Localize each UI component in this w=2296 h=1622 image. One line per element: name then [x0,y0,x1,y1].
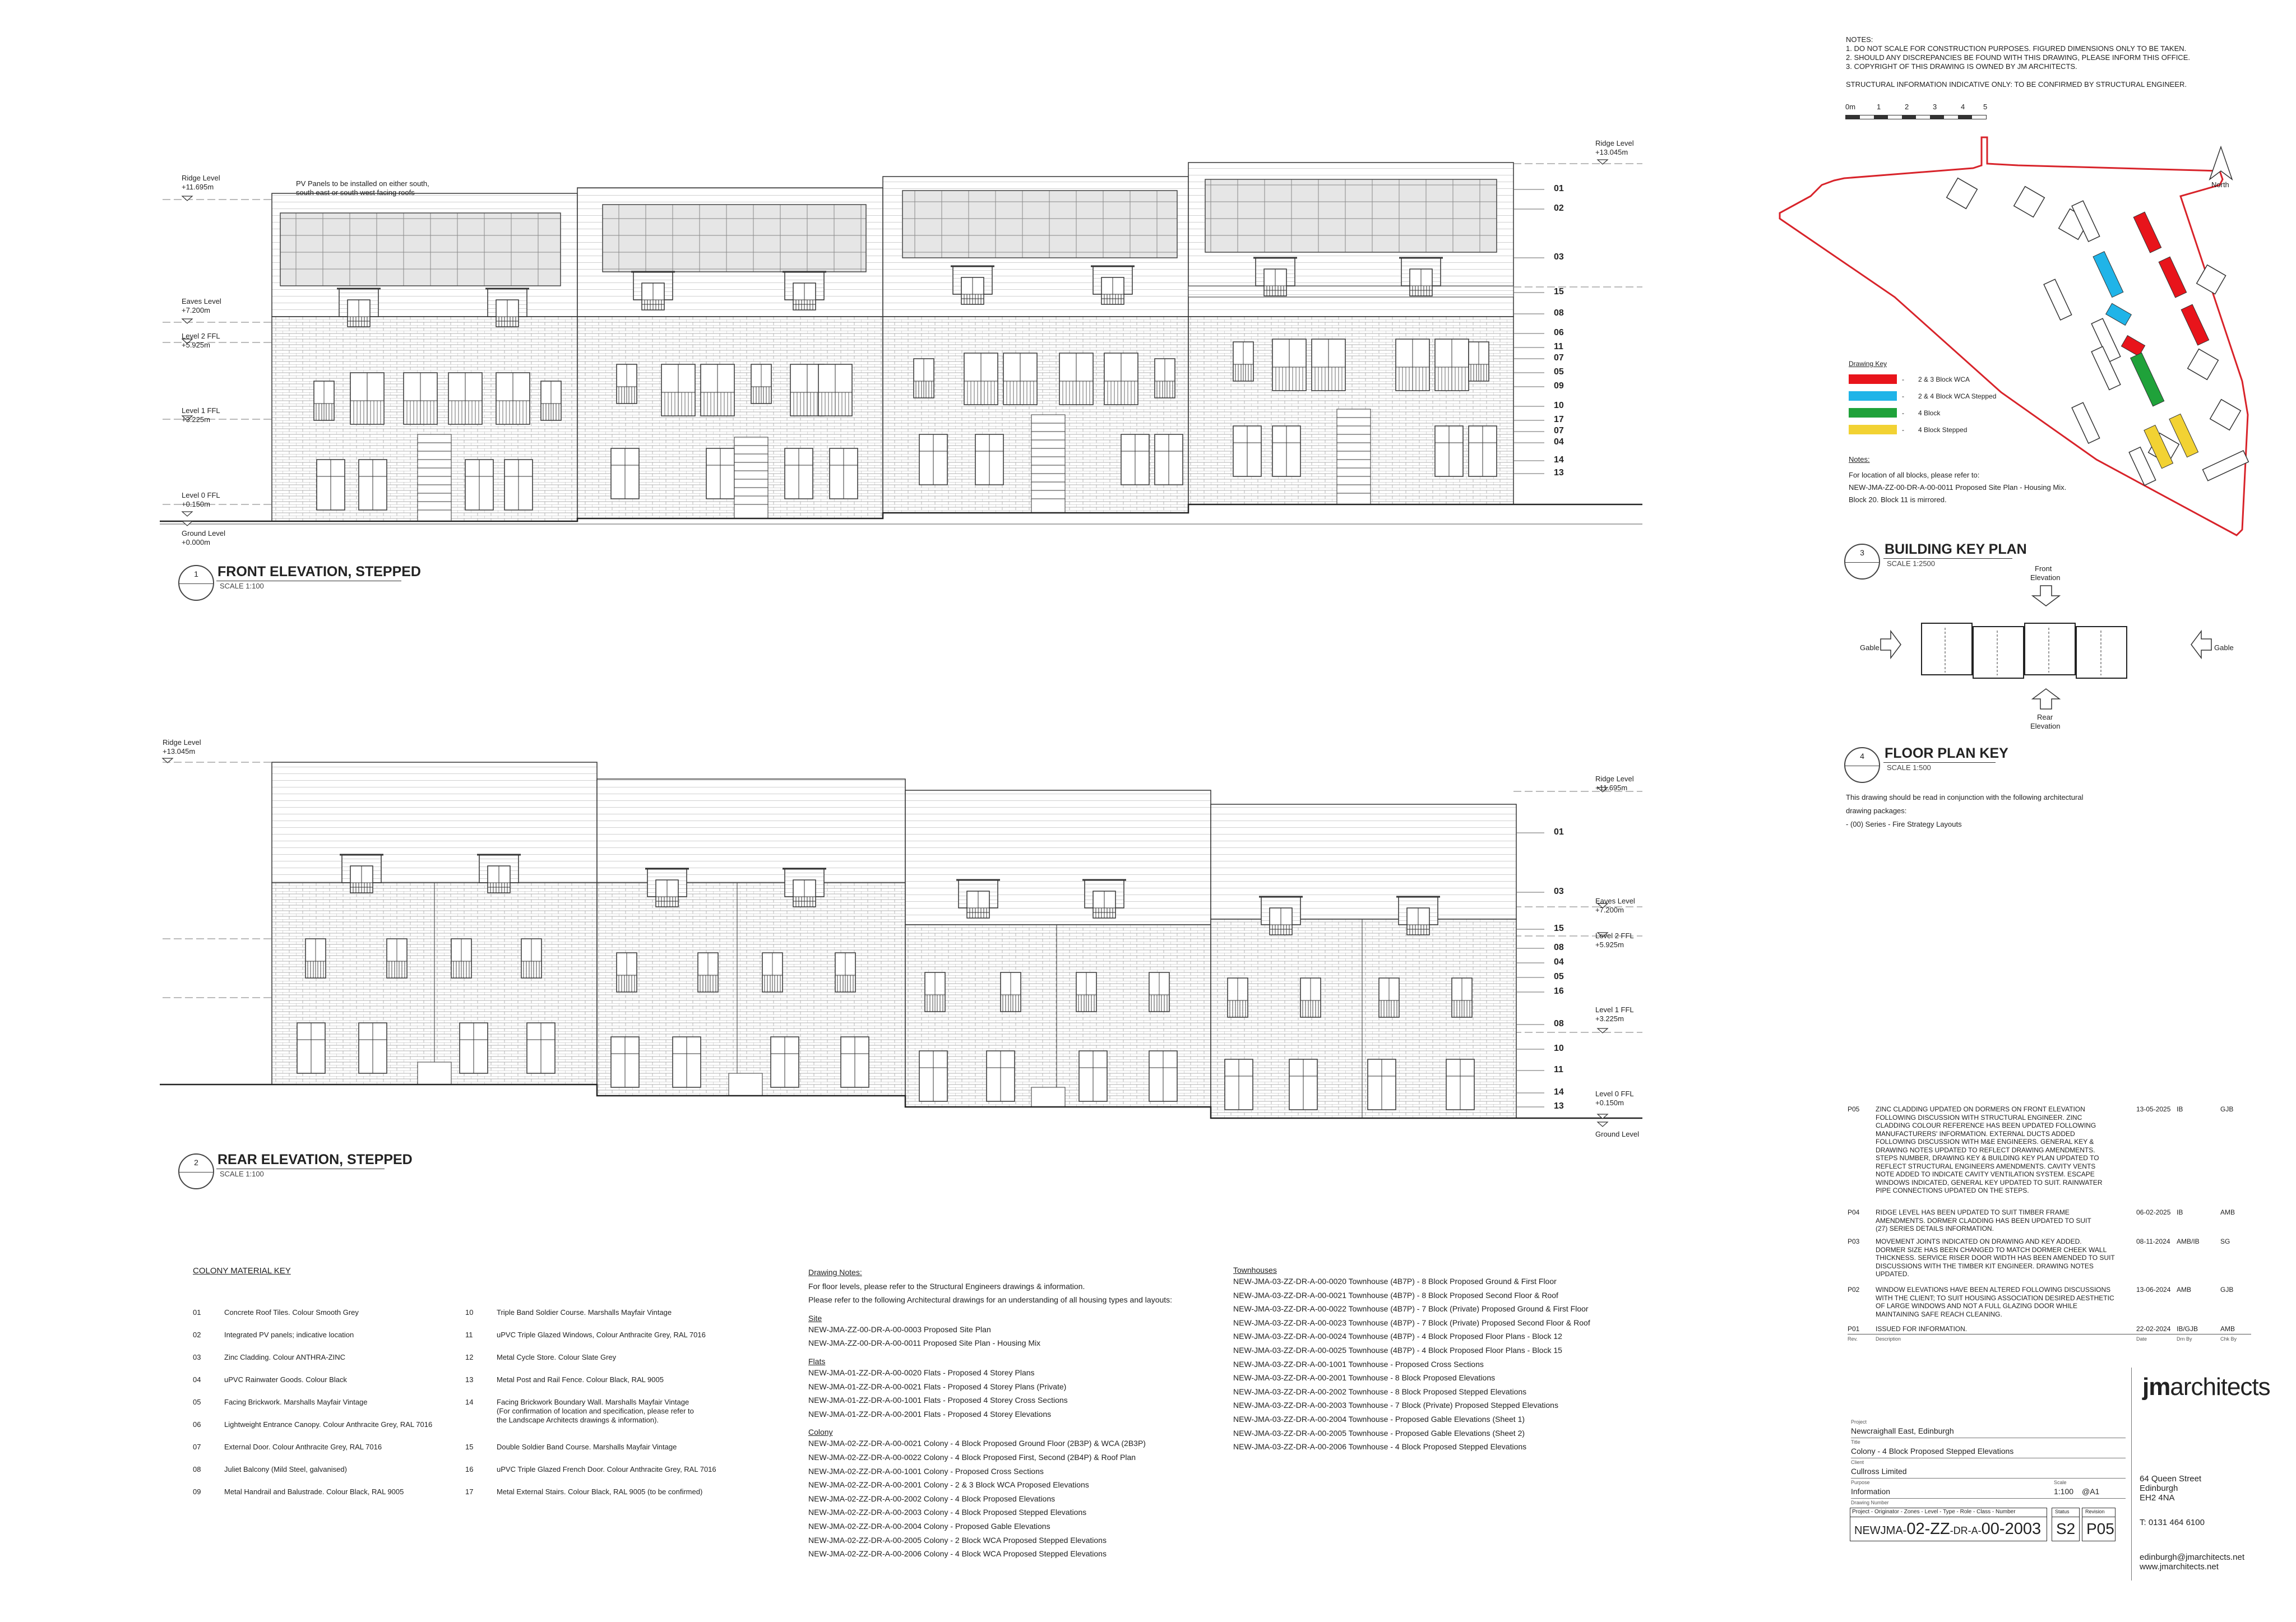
conjunction-line: drawing packages: [1846,807,1907,815]
material-tag: 03 [1554,887,1564,896]
drawing-key-title: Drawing Key [1849,360,1887,368]
material-no: 07 [193,1443,201,1451]
townhouses-title: Townhouses [1233,1266,1277,1275]
material-tag: 01 [1554,184,1564,193]
address-line: EH2 4NA [2140,1493,2175,1503]
level-name: Level 1 FFL [1595,1005,1634,1014]
material-tag: 15 [1554,287,1564,296]
material-tag: 01 [1554,827,1564,837]
drawing-ref: NEW-JMA-02-ZZ-DR-A-00-2001 Colony - 2 & 3 Block WCA Proposed Elevations [808,1480,1089,1490]
level-value: +13.045m [163,747,196,756]
group-title: Site [808,1313,822,1323]
front-label: Front [2035,564,2052,573]
material-no: 09 [193,1487,201,1496]
material-tag: 04 [1554,957,1564,967]
drawing-ref: NEW-JMA-02-ZZ-DR-A-00-1001 Colony - Proposed Cross Sections [808,1466,1044,1476]
drawing-title: Colony - 4 Block Proposed Stepped Elevations [1851,1447,2014,1456]
address-line: Edinburgh [2140,1484,2178,1493]
drawing-scale: 1:100 [2054,1487,2074,1496]
material-no: 13 [465,1375,474,1384]
view-number-4: 4 [1844,747,1880,783]
drawing-ref: NEW-JMA-02-ZZ-DR-A-00-2002 Colony - 4 Block Proposed Elevations [808,1494,1056,1503]
note-line: Block 20. Block 11 is mirrored. [1849,495,1947,504]
material-tag: 17 [1554,415,1564,424]
rear-block-4 [1211,804,1516,1118]
scale-label: 1 [1877,103,1881,111]
material-tag: 05 [1554,367,1564,377]
material-tag: 10 [1554,1044,1564,1053]
material-no: 12 [465,1353,474,1361]
key-label: 4 Block [1918,409,1941,417]
sheet-size: @A1 [2082,1487,2100,1496]
front-block-1 [272,193,577,521]
key-label: 2 & 4 Block WCA Stepped [1918,392,1997,400]
front-elevation-title: FRONT ELEVATION, STEPPED [217,564,421,580]
material-tag: 05 [1554,972,1564,981]
status-code: S2 [2056,1520,2076,1537]
material-tag: 04 [1554,437,1564,447]
material-desc: Lightweight Entrance Canopy. Colour Anthracite Grey, RAL 7016 [224,1420,433,1429]
material-tag: 15 [1554,924,1564,933]
material-no: 06 [193,1420,201,1429]
material-tag: 14 [1554,1087,1564,1097]
material-no: 04 [193,1375,201,1384]
floor-plan-key-title: FLOOR PLAN KEY [1885,745,2008,761]
email-link[interactable]: edinburgh@jmarchitects.net [2140,1553,2244,1562]
level-name: Ground Level [182,529,226,537]
material-desc: uPVC Triple Glazed Windows, Colour Anthracite Grey, RAL 7016 [497,1331,706,1339]
project-name: Newcraighall East, Edinburgh [1851,1426,1954,1435]
note-line: NEW-JMA-ZZ-00-DR-A-00-0011 Proposed Site Plan - Housing Mix. [1849,483,2067,492]
key-swatch [1849,391,1897,401]
scale-label: 5 [1983,103,1988,111]
material-tag: 07 [1554,426,1564,435]
note-line: For location of all blocks, please refer to: [1849,471,1980,479]
material-no: 01 [193,1308,201,1317]
address-line: 64 Queen Street [2140,1474,2202,1484]
material-no: 17 [465,1487,474,1496]
drawing-ref: NEW-JMA-03-ZZ-DR-A-00-0022 Townhouse (4B7P) - 7 Block (Private) Proposed Ground & First Floor [1233,1304,1589,1314]
level-name: Ridge Level [1595,775,1634,783]
pv-note-line: south east or south west facing roofs [296,188,415,197]
scale-label: 2 [1905,103,1909,111]
level-value: +7.200m [1595,906,1624,914]
material-no: 10 [465,1308,474,1317]
rear-elevation-title: REAR ELEVATION, STEPPED [217,1152,413,1167]
material-tag: 16 [1554,986,1564,996]
note-item: 1. DO NOT SCALE FOR CONSTRUCTION PURPOSES. FIGURED DIMENSIONS ONLY TO BE TAKEN. [1846,44,2187,53]
drawing-ref: NEW-JMA-02-ZZ-DR-A-00-0022 Colony - 4 Block Proposed First, Second (2B4P) & Roof Plan [808,1452,1136,1462]
level-value: +0.150m [182,500,210,508]
drawing-ref: NEW-JMA-03-ZZ-DR-A-00-0021 Townhouse (4B7P) - 8 Block Proposed Second Floor & Roof [1233,1290,1558,1300]
material-tag: 11 [1554,342,1563,351]
front-elevation-scale: SCALE 1:100 [220,582,264,590]
scale-bar [1845,103,1991,125]
material-no: 05 [193,1398,201,1406]
material-desc: (For confirmation of location and specification, please refer to [497,1407,694,1415]
drawing-notes-intro: Please refer to the following Architectural drawings for an understanding of all housing types and layouts: [808,1295,1173,1305]
level-value: +13.045m [1595,148,1628,156]
drawing-ref: NEW-JMA-01-ZZ-DR-A-00-2001 Flats - Proposed 4 Storey Elevations [808,1409,1052,1419]
material-tag: 08 [1554,943,1564,952]
conjunction-line: - (00) Series - Fire Strategy Layouts [1846,820,1962,828]
drawing-ref: NEW-JMA-03-ZZ-DR-A-00-0020 Townhouse (4B7P) - 8 Block Proposed Ground & First Floor [1233,1277,1557,1286]
north-label: North [2211,180,2229,189]
drawing-ref: NEW-JMA-02-ZZ-DR-A-00-2006 Colony - 4 Block WCA Proposed Stepped Elevations [808,1549,1107,1559]
rear-label: Rear [2037,713,2053,721]
drawing-ref: NEW-JMA-01-ZZ-DR-A-00-0021 Flats - Proposed 4 Storey Plans (Private) [808,1382,1067,1391]
level-name: Level 2 FFL [182,332,220,340]
level-value: +0.000m [182,538,210,546]
drawing-ref: NEW-JMA-03-ZZ-DR-A-00-2003 Townhouse - 7 Block (Private) Proposed Stepped Elevations [1233,1401,1558,1410]
level-name: Level 0 FFL [1595,1090,1634,1098]
material-tag: 10 [1554,401,1564,410]
material-desc: uPVC Triple Glazed French Door. Colour Anthracite Grey, RAL 7016 [497,1465,716,1473]
drawing-notes-intro: For floor levels, please refer to the Structural Engineers drawings & information. [808,1281,1085,1291]
floor-plan-key-diagram [1850,583,2231,712]
level-name: Eaves Level [1595,897,1635,905]
level-name: Ridge Level [163,738,201,747]
view-number-1: 1 [178,565,214,601]
material-desc: External Door. Colour Anthracite Grey, RAL 7016 [224,1443,382,1451]
front-label: Elevation [2030,573,2061,582]
web-link[interactable]: www.jmarchitects.net [2140,1562,2219,1572]
drawing-ref: NEW-JMA-ZZ-00-DR-A-00-0003 Proposed Site Plan [808,1324,991,1334]
material-desc: Integrated PV panels; indicative location [224,1331,354,1339]
material-desc: Facing Brickwork Boundary Wall. Marshalls Mayfair Vintage [497,1398,689,1406]
material-desc: Metal Post and Rail Fence. Colour Black, RAL 9005 [497,1375,664,1384]
material-tag: 11 [1554,1065,1563,1074]
drawing-ref: NEW-JMA-03-ZZ-DR-A-00-0023 Townhouse (4B7P) - 7 Block (Private) Proposed Second Floor & Roof [1233,1318,1590,1327]
material-tag: 06 [1554,328,1564,337]
material-no: 03 [193,1353,201,1361]
level-value: +11.695m [182,183,214,191]
material-no: 08 [193,1465,201,1473]
building-key-plan-title: BUILDING KEY PLAN [1885,541,2027,557]
material-desc: Triple Band Soldier Course. Marshalls Mayfair Vintage [497,1308,672,1317]
purpose: Information [1851,1487,1891,1496]
material-desc: Metal External Stairs. Colour Black, RAL 9005 (to be confirmed) [497,1487,703,1496]
pv-note-line: PV Panels to be installed on either south, [296,179,429,188]
material-no: 11 [465,1331,473,1339]
rear-elevation-scale: SCALE 1:100 [220,1170,264,1178]
rear-elevation-drawing [0,729,1682,1155]
level-value: +0.150m [1595,1099,1624,1107]
rear-block-3 [905,790,1211,1107]
revision-code: P05 [2086,1520,2114,1537]
level-name: Ridge Level [182,174,220,182]
material-no: 16 [465,1465,474,1473]
material-tag: 13 [1554,468,1564,478]
view-number-2: 2 [178,1153,214,1189]
drawing-ref: NEW-JMA-03-ZZ-DR-A-00-0025 Townhouse (4B7P) - 4 Block Proposed Floor Plans - Block 15 [1233,1345,1562,1355]
group-title: Flats [808,1356,826,1366]
key-swatch [1849,408,1897,418]
drawing-number: NEWJMA-02-ZZ-DR-A-00-2003 [1854,1520,2042,1538]
townhouse-refs [1233,1266,1590,1454]
key-swatch [1849,425,1897,434]
drawing-ref: NEW-JMA-02-ZZ-DR-A-00-2005 Colony - 2 Block WCA Proposed Stepped Elevations [808,1535,1107,1545]
material-tag: 03 [1554,252,1564,262]
material-tag: 13 [1554,1101,1564,1111]
material-tag: 07 [1554,353,1564,363]
floor-plan-key-scale: SCALE 1:500 [1887,763,1931,772]
drawing-ref: NEW-JMA-03-ZZ-DR-A-00-2001 Townhouse - 8 Block Proposed Elevations [1233,1373,1496,1383]
note-item: 2. SHOULD ANY DISCREPANCIES BE FOUND WITH THIS DRAWING, PLEASE INFORM THIS OFFICE. [1846,53,2190,62]
site-key-plan [1771,129,2293,544]
material-no: 14 [465,1398,474,1406]
level-name: Level 2 FFL [1595,932,1634,940]
key-swatch [1849,374,1897,384]
building-key-plan-scale: SCALE 1:2500 [1887,559,1936,568]
drawing-ref: NEW-JMA-02-ZZ-DR-A-00-2004 Colony - Proposed Gable Elevations [808,1521,1050,1531]
key-label: 4 Block Stepped [1918,426,1968,434]
drawing-ref: NEW-JMA-03-ZZ-DR-A-00-2004 Townhouse - Proposed Gable Elevations (Sheet 1) [1233,1414,1525,1424]
drawing-ref: NEW-JMA-03-ZZ-DR-A-00-2006 Townhouse - 4 Block Proposed Stepped Elevations [1233,1442,1527,1452]
rear-block-2 [597,779,905,1096]
level-value: +7.200m [182,306,210,314]
note-item: 3. COPYRIGHT OF THIS DRAWING IS OWNED BY JM ARCHITECTS. [1846,62,2077,71]
level-value: +3.225m [182,415,210,424]
material-desc: Facing Brickwork. Marshalls Mayfair Vintage [224,1398,368,1406]
level-name: Ridge Level [1595,139,1634,147]
gable-label: Gable [1860,643,1880,652]
level-value: +5.925m [1595,940,1624,949]
drawing-ref: NEW-JMA-02-ZZ-DR-A-00-0021 Colony - 4 Block Proposed Ground Floor (2B3P) & WCA (2B3P) [808,1439,1146,1448]
notes-header: NOTES: [1846,35,1873,44]
key-label: 2 & 3 Block WCA [1918,376,1970,383]
material-desc: Juliet Balcony (Mild Steel, galvanised) [224,1465,347,1473]
structural-note: STRUCTURAL INFORMATION INDICATIVE ONLY: TO BE CONFIRMED BY STRUCTURAL ENGINEER. [1846,80,2187,89]
material-desc: Zinc Cladding. Colour ANTHRA-ZINC [224,1353,346,1361]
title-block: jmarchitects Project Newcraighall East, Edinburgh Title Colony - 4 Block Proposed Stepped Elevations Client Cullross Limited Purpose Information Scale 1:100 @A1 Drawing Number Project - Originator - Zones - Level - Type - Role - Class - Number NEWJMA-02-ZZ-DR-A-00-2003 Status S2 Revision P05 64 Queen Street Edinburgh EH2 4NA T: 0131 464 6100 edinburgh@jmarchitects.net www.jmarchitects.net [1845,1368,2288,1581]
material-desc: Metal Cycle Store. Colour Slate Grey [497,1353,617,1361]
phone: T: 0131 464 6100 [2140,1518,2205,1527]
material-key-title: COLONY MATERIAL KEY [193,1266,291,1276]
drawing-notes-title: Drawing Notes: [808,1268,862,1277]
front-block-2 [577,188,883,518]
material-desc: Metal Handrail and Balustrade. Colour Black, RAL 9005 [224,1487,404,1496]
drawing-ref: NEW-JMA-03-ZZ-DR-A-00-1001 Townhouse - Proposed Cross Sections [1233,1359,1484,1369]
level-name: Level 0 FFL [182,491,220,499]
material-tag: 08 [1554,1019,1564,1028]
drawing-ref: NEW-JMA-03-ZZ-DR-A-00-2005 Townhouse - Proposed Gable Elevations (Sheet 2) [1233,1428,1525,1438]
drawing-ref: NEW-JMA-01-ZZ-DR-A-00-1001 Flats - Proposed 4 Storey Cross Sections [808,1396,1068,1405]
drawing-notes [808,1266,1172,1561]
notes-title: Notes: [1849,455,1870,464]
level-value: +11.695m [1595,784,1628,792]
material-desc: Concrete Roof Tiles. Colour Smooth Grey [224,1308,359,1317]
gable-label: Gable [2214,643,2234,652]
material-desc: uPVC Rainwater Goods. Colour Black [224,1375,347,1384]
drawing-ref: NEW-JMA-ZZ-00-DR-A-00-0011 Proposed Site Plan - Housing Mix [808,1338,1041,1348]
client-name: Cullross Limited [1851,1467,1907,1476]
drawing-ref: NEW-JMA-03-ZZ-DR-A-00-2002 Townhouse - 8 Block Proposed Stepped Elevations [1233,1387,1527,1396]
group-title: Colony [808,1428,833,1437]
material-desc: the Landscape Architects drawings & information). [497,1416,659,1424]
scale-label: 3 [1933,103,1937,111]
scale-label: 0m [1845,103,1856,111]
front-block-3 [883,177,1188,513]
material-tag: 02 [1554,203,1564,213]
material-tag: 14 [1554,455,1564,465]
material-tag: 09 [1554,381,1564,391]
level-value: +3.225m [1595,1014,1624,1023]
material-desc: Double Soldier Band Course. Marshalls Mayfair Vintage [497,1443,677,1451]
level-name: Ground Level [1595,1130,1640,1138]
view-number-3: 3 [1844,544,1880,580]
drawing-ref: NEW-JMA-02-ZZ-DR-A-00-2003 Colony - 4 Block Proposed Stepped Elevations [808,1508,1087,1517]
material-no: 15 [465,1443,474,1451]
rear-block-1 [272,762,597,1085]
logo: jmarchitects [2142,1373,2270,1401]
scale-label: 4 [1961,103,1965,111]
material-no: 02 [193,1331,201,1339]
rear-label: Elevation [2030,722,2061,730]
front-block-4 [1188,163,1513,504]
drawing-ref: NEW-JMA-01-ZZ-DR-A-00-0020 Flats - Proposed 4 Storey Plans [808,1368,1035,1377]
level-value: +5.925m [182,341,210,349]
level-name: Eaves Level [182,297,221,305]
conjunction-line: This drawing should be read in conjunction with the following architectural [1846,793,2084,801]
front-elevation-drawing [0,129,1682,544]
material-tag: 08 [1554,308,1564,318]
level-name: Level 1 FFL [182,406,220,415]
drawing-ref: NEW-JMA-03-ZZ-DR-A-00-0024 Townhouse (4B7P) - 4 Block Proposed Floor Plans - Block 12 [1233,1332,1562,1341]
